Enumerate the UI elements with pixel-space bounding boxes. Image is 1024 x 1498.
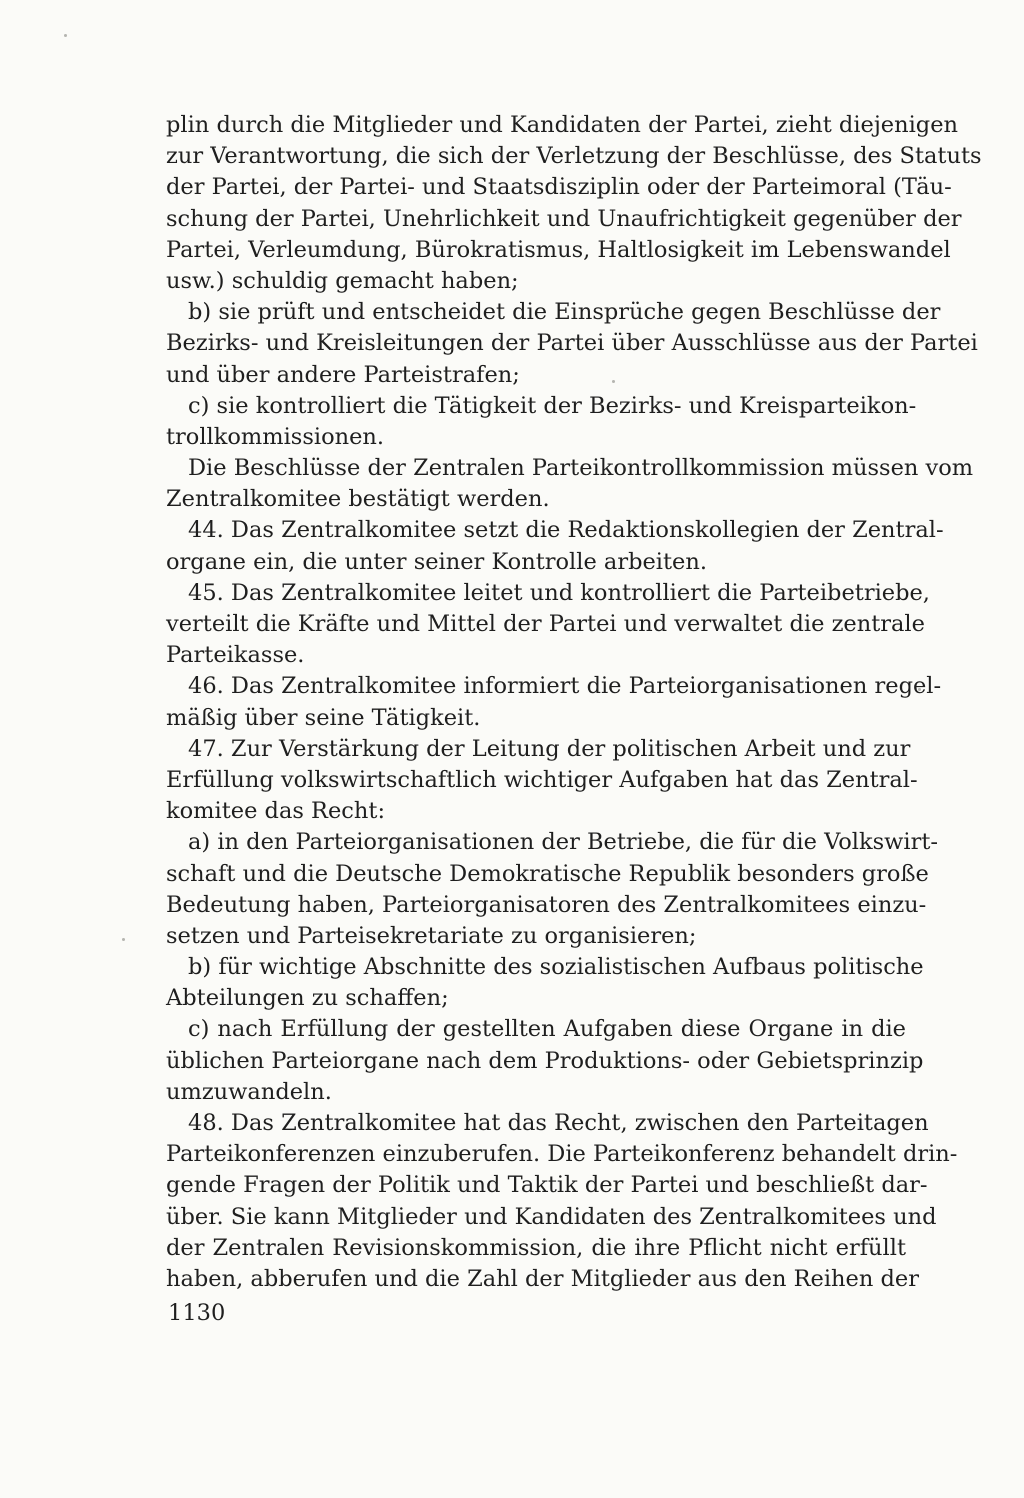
text-line: b) sie prüft und entscheidet die Einsprüche gegen Beschlüsse der bbox=[188, 299, 941, 326]
text-line: mäßig über seine Tätigkeit. bbox=[166, 704, 481, 731]
text-line: verteilt die Kräfte und Mittel der Partei und verwaltet die zentrale bbox=[166, 611, 925, 637]
text-line: Bezirks- und Kreisleitungen der Partei über Ausschlüsse aus der Partei bbox=[166, 330, 978, 357]
text-line: haben, abberufen und die Zahl der Mitglieder aus den Reihen der bbox=[166, 1265, 919, 1292]
text-line: 44. Das Zentralkomitee setzt die Redaktionskollegien der Zentral- bbox=[188, 517, 944, 544]
text-line: Partei, Verleumdung, Bürokratismus, Haltlosigkeit im Lebenswandel bbox=[166, 236, 951, 263]
text-line: komitee das Recht: bbox=[166, 798, 386, 825]
text-line: schaft und die Deutsche Demokratische Republik besonders große bbox=[166, 860, 929, 887]
text-line: plin durch die Mitglieder und Kandidaten der Partei, zieht diejenigen bbox=[166, 112, 959, 138]
text-line: Parteikonferenzen einzuberufen. Die Parteikonferenz behandelt drin- bbox=[166, 1141, 958, 1168]
text-line: usw.) schuldig gemacht haben; bbox=[166, 267, 519, 294]
text-line: c) nach Erfüllung der gestellten Aufgaben diese Organe in die bbox=[188, 1016, 906, 1043]
text-line: Zentralkomitee bestätigt werden. bbox=[166, 486, 550, 513]
text-line: 46. Das Zentralkomitee informiert die Parteiorganisationen regel- bbox=[188, 673, 942, 700]
text-line: der Zentralen Revisionskommission, die ihre Pflicht nicht erfüllt bbox=[166, 1234, 906, 1261]
text-line: setzen und Parteisekretariate zu organisieren; bbox=[166, 922, 697, 949]
text-line: der Partei, der Partei- und Staatsdisziplin oder der Parteimoral (Täu- bbox=[166, 174, 952, 201]
text-line: Abteilungen zu schaffen; bbox=[166, 985, 449, 1012]
text-line: b) für wichtige Abschnitte des sozialistischen Aufbaus politische bbox=[188, 954, 924, 981]
page-number: 1130 bbox=[168, 1300, 226, 1326]
text-line: umzuwandeln. bbox=[166, 1078, 332, 1105]
text-line: zur Verantwortung, die sich der Verletzung der Beschlüsse, des Statuts bbox=[166, 143, 982, 170]
text-line: c) sie kontrolliert die Tätigkeit der Bezirks- und Kreisparteikon- bbox=[188, 392, 917, 419]
text-line: 47. Zur Verstärkung der Leitung der politischen Arbeit und zur bbox=[188, 735, 911, 762]
text-line: schung der Partei, Unehrlichkeit und Unaufrichtigkeit gegenüber der bbox=[166, 205, 962, 232]
text-line: trollkommissionen. bbox=[166, 423, 385, 450]
paper-speck bbox=[122, 938, 125, 941]
paper-speck bbox=[64, 34, 67, 37]
text-line: Parteikasse. bbox=[166, 642, 305, 669]
text-line: über. Sie kann Mitglieder und Kandidaten des Zentralkomitees und bbox=[166, 1203, 937, 1230]
text-line: 48. Das Zentralkomitee hat das Recht, zwischen den Parteitagen bbox=[188, 1110, 929, 1136]
body-text bbox=[166, 110, 982, 1295]
text-line: 45. Das Zentralkomitee leitet und kontrolliert die Parteibetriebe, bbox=[188, 579, 930, 606]
text-line: und über andere Parteistrafen; bbox=[166, 361, 520, 388]
text-line: Bedeutung haben, Parteiorganisatoren des Zentralkomitees einzu- bbox=[166, 891, 927, 918]
text-line: Erfüllung volkswirtschaftlich wichtiger Aufgaben hat das Zentral- bbox=[166, 766, 918, 793]
text-line: üblichen Parteiorgane nach dem Produktions- oder Gebietsprinzip bbox=[166, 1047, 924, 1074]
text-line: organe ein, die unter seiner Kontrolle arbeiten. bbox=[166, 548, 707, 575]
text-line: gende Fragen der Politik und Taktik der Partei und beschließt dar- bbox=[166, 1172, 928, 1199]
text-line: a) in den Parteiorganisationen der Betriebe, die für die Volkswirt- bbox=[188, 829, 939, 856]
text-line: Die Beschlüsse der Zentralen Parteikontrollkommission müssen vom bbox=[188, 455, 974, 482]
